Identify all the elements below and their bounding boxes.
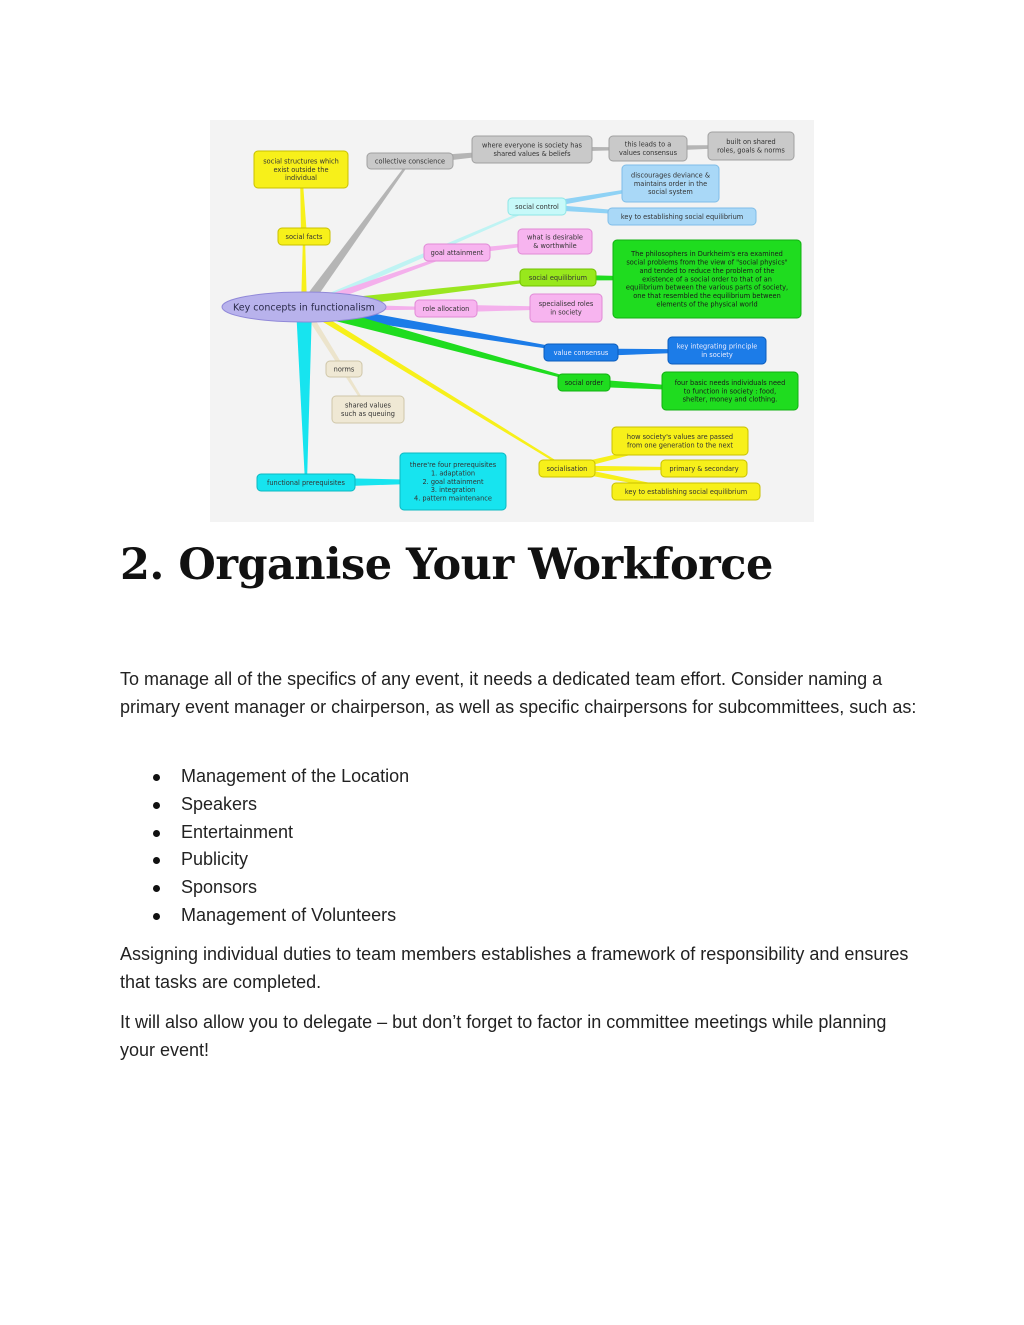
subcommittee-list <box>120 763 409 930</box>
delegate-paragraph: It will also allow you to delegate – but don’t forget to factor in committee meetings while planning your event! <box>120 1012 887 1060</box>
bullet-icon <box>153 857 160 864</box>
concept-node-desirable <box>518 229 592 254</box>
concept-node-label: The philosophers in Durkheim's era examined <box>631 250 783 259</box>
bullet-icon <box>153 913 160 920</box>
concept-node-label: in society <box>550 308 582 317</box>
concept-node-label: where everyone is society has <box>482 141 582 150</box>
concept-node-label: and tended to reduce the problem of the <box>639 266 775 275</box>
concept-node-philosophers <box>613 240 801 318</box>
concept-node-label: built on shared <box>726 138 776 147</box>
concept-map-center-label: Key concepts in functionalism <box>233 302 375 314</box>
connector-line <box>296 307 312 483</box>
concept-node-collective-conscience <box>367 153 453 169</box>
concept-node-center <box>222 292 386 322</box>
concept-node-label: social problems from the view of "social physics" <box>626 258 788 267</box>
concept-node-label: & worthwhile <box>533 242 577 251</box>
concept-node-label: norms <box>333 365 355 374</box>
concept-node-label: existence of a social order to that of an <box>642 275 772 284</box>
section-heading: 2. Organise Your Workforce <box>120 540 773 590</box>
concept-node-label: socialisation <box>546 464 588 473</box>
concept-node-label: in society <box>701 351 733 360</box>
concept-node-label: to function in society : food, <box>683 387 777 396</box>
concept-node-label: key to establishing social equilibrium <box>620 212 744 221</box>
concept-node-label: 1. adaptation <box>430 469 476 478</box>
concept-node-shared-values <box>332 396 404 423</box>
list-item <box>120 902 409 930</box>
list-item-label: Entertainment <box>181 821 294 842</box>
responsibility-paragraph: Assigning individual duties to team members establishes a framework of responsibility and ensures that tasks are completed. <box>120 944 909 992</box>
concept-node-label: social equilibrium <box>528 273 588 282</box>
concept-node-label: there're four prerequisites <box>409 461 497 470</box>
concept-map-image <box>210 120 814 522</box>
concept-node-label: how society's values are passed <box>626 433 734 442</box>
concept-node-primary-secondary <box>661 460 747 477</box>
list-item-label: Management of Volunteers <box>181 904 397 925</box>
concept-node-label: specialised roles <box>538 300 594 309</box>
concept-node-label: collective conscience <box>374 157 446 166</box>
concept-node-social-equilibrium <box>520 269 596 286</box>
list-item-label: Sponsors <box>181 877 258 898</box>
concept-node-label: value consensus <box>553 348 609 357</box>
concept-node-label: primary & secondary <box>669 464 739 473</box>
bullet-icon <box>153 885 160 892</box>
bullet-icon <box>153 802 160 809</box>
concept-node-label: functional prerequisites <box>267 478 345 487</box>
concept-node-label: shelter, money and clothing. <box>682 395 778 404</box>
concept-node-functional-prerequisites <box>257 474 355 491</box>
list-item <box>120 763 409 791</box>
concept-node-label: 4. pattern maintenance <box>414 494 492 503</box>
list-item-label: Speakers <box>181 793 258 814</box>
concept-node-label: elements of the physical world <box>656 300 758 309</box>
concept-node-built-on <box>708 132 794 160</box>
concept-node-leads-to <box>609 136 687 161</box>
concept-node-label: social structures which <box>263 157 339 166</box>
concept-node-label: key integrating principle <box>676 342 758 351</box>
list-item <box>120 874 409 902</box>
concept-node-label: what is desirable <box>527 233 583 242</box>
concept-node-role-allocation <box>415 300 477 317</box>
list-item <box>120 846 409 874</box>
bullet-icon <box>153 830 160 837</box>
concept-node-specialised-roles <box>530 294 602 322</box>
concept-node-label: 3. integration <box>430 486 476 495</box>
concept-node-label: exist outside the <box>273 165 329 174</box>
concept-node-label: roles, goals & norms <box>717 146 785 155</box>
concept-node-socialisation <box>539 460 595 477</box>
concept-node-label: social system <box>648 188 693 197</box>
concept-node-social-structures <box>254 151 348 188</box>
concept-node-four-basic-needs <box>662 372 798 410</box>
concept-node-how-values <box>612 427 748 455</box>
concept-node-label: social facts <box>285 232 323 241</box>
concept-node-label: role allocation <box>422 304 470 313</box>
concept-node-label: goal attainment <box>430 248 484 257</box>
concept-node-label: social control <box>515 202 559 211</box>
concept-node-where-everyone <box>472 136 592 163</box>
concept-node-discourages <box>622 165 719 202</box>
concept-node-label: social order <box>564 378 604 387</box>
concept-node-label: discourages deviance & <box>631 171 710 180</box>
list-item <box>120 791 409 819</box>
concept-node-label: individual <box>285 174 317 183</box>
concept-node-social-control <box>508 198 566 215</box>
concept-node-label: four basic needs individuals need <box>674 378 786 387</box>
concept-node-label: 2. goal attainment <box>422 477 484 486</box>
concept-node-label: shared values & beliefs <box>493 150 571 159</box>
concept-node-label: values consensus <box>618 149 678 158</box>
concept-node-label: equilibrium between the various parts of society, <box>625 283 789 292</box>
concept-node-key-equilibrium-2 <box>612 483 760 500</box>
concept-node-label: one that resembled the equilibrium between <box>633 292 781 301</box>
concept-node-label: shared values <box>344 401 392 410</box>
bullet-icon <box>153 774 160 781</box>
list-item-label: Management of the Location <box>181 766 410 786</box>
concept-node-norms <box>326 361 362 377</box>
concept-node-label: such as queuing <box>341 410 395 419</box>
list-item <box>120 819 409 847</box>
concept-node-four-prerequisites <box>400 453 506 510</box>
concept-node-goal-attainment <box>424 244 490 261</box>
concept-node-label: from one generation to the next <box>626 441 734 450</box>
list-item-label: Publicity <box>181 849 249 870</box>
concept-node-label: key to establishing social equilibrium <box>624 487 748 496</box>
concept-node-social-facts <box>278 228 330 245</box>
concept-node-value-consensus <box>544 344 618 361</box>
intro-paragraph: To manage all of the specifics of any event, it needs a dedicated team effort. Consider naming a primary event manager or chairperson, as well as specific chairpersons for subcommittees, such as: <box>120 669 917 717</box>
concept-node-social-order <box>558 374 610 391</box>
concept-node-key-equilibrium-1 <box>608 208 756 225</box>
concept-node-label: this leads to a <box>624 140 672 149</box>
concept-node-key-integrating <box>668 337 766 364</box>
concept-node-label: maintains order in the <box>633 179 708 188</box>
